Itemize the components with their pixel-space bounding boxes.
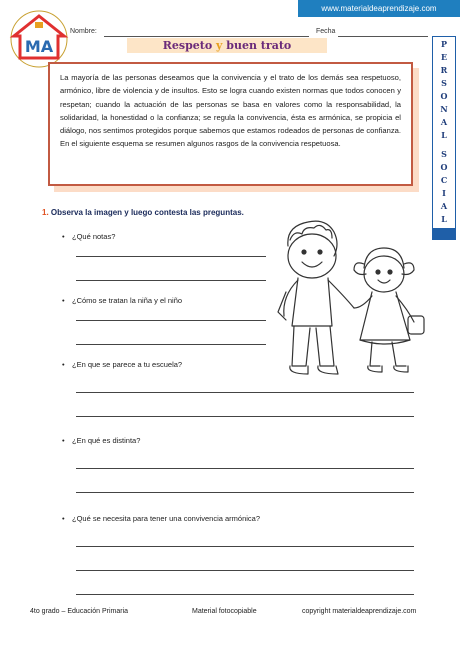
page-title [127,38,327,53]
footer-license: Material fotocopiable [192,608,257,615]
list-item [62,436,140,445]
answer-line[interactable] [76,594,414,595]
bullet-icon: • [62,360,65,369]
title-part-1: Respeto [162,39,213,52]
bullet-text: ¿Qué se necesita para tener una convivencia armónica? [72,514,261,523]
intro-text: La mayoría de las personas deseamos que la convivencia y el trato de los demás sea respetuoso, armónico, libre de violencia y de insultos. Esto se logra cuando existen normas que todos conocen y respetan; cuando la actuación de las personas se basa en valores como la responsabilidad, la solidaridad, la honestidad o la confianza; se regula la convivencia, ésta es armónica, se propicia el diálogo, nos sentimos protegidos porque sabemos que estamos rodeados de personas de confianza. En el siguiente esquema se resumen algunos rasgos de la convivencia respetuosa. [60,73,401,149]
title-part-2: y [216,39,223,52]
side-letter: I [442,188,446,198]
answer-line[interactable] [76,280,266,281]
question-heading [42,208,244,217]
bullet-text: ¿Qué notas? [72,232,116,241]
side-letter: N [440,104,448,114]
side-letter: R [440,65,448,75]
answer-line[interactable] [76,468,414,469]
footer-copyright: copyright materialdeaprendizaje.com [302,608,417,615]
answer-line[interactable] [76,392,414,393]
side-letter: P [440,39,447,49]
bullet-text: ¿En qué es distinta? [72,436,141,445]
logo [8,8,70,70]
answer-line[interactable] [76,492,414,493]
website-url-banner: www.materialdeaprendizaje.com [298,0,460,17]
list-item [62,514,260,523]
intro-text-box [48,62,413,186]
answer-line[interactable] [76,344,266,345]
side-letter: S [441,78,447,88]
question-number: 1. [42,208,49,217]
logo-letters: MA [24,37,54,56]
side-letter: O [440,162,448,172]
date-label: Fecha [316,28,336,35]
bullet-text: ¿En que se parece a tu escuela? [72,360,183,369]
list-item [62,360,182,369]
footer-grade: 4to grado – Educación Primaria [30,608,129,615]
list-item [62,296,182,305]
answer-line[interactable] [76,546,414,547]
name-label: Nombre: [70,28,97,35]
bullet-icon: • [62,296,65,305]
subject-side-tab [432,36,456,240]
side-letter: E [440,52,448,62]
side-letter: L [441,214,447,224]
list-item [62,232,115,241]
answer-line[interactable] [76,570,414,571]
bullet-icon: • [62,514,65,523]
side-letter: C [440,175,448,185]
bullet-icon: • [62,232,65,241]
title-part-3: buen trato [226,39,292,52]
answer-line[interactable] [76,256,266,257]
bullet-icon: • [62,436,65,445]
side-letter: A [440,201,448,211]
date-field[interactable] [338,36,428,37]
side-letter: A [440,117,448,127]
side-letter: L [441,130,447,140]
answer-line[interactable] [76,320,266,321]
question-text: Observa la imagen y luego contesta las preguntas. [50,208,244,217]
answer-line[interactable] [76,416,414,417]
bullet-text: ¿Cómo se tratan la niña y el niño [72,296,183,305]
side-letter: S [441,149,447,159]
children-illustration [268,216,438,384]
side-letter: O [440,91,448,101]
name-field[interactable] [104,36,309,37]
